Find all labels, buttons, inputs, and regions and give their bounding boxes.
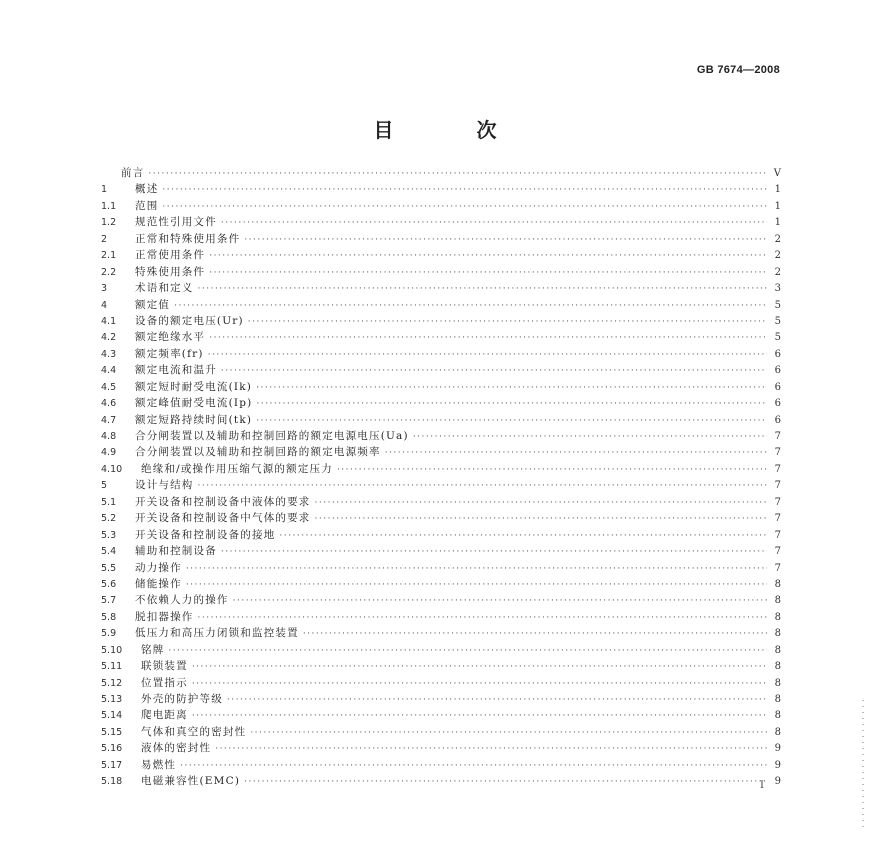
- dot-leader: [168, 643, 767, 659]
- toc-entry-title: 额定短时耐受电流(Ik): [135, 380, 253, 393]
- dot-leader: [209, 248, 767, 264]
- dot-leader: [192, 676, 767, 692]
- toc-entry-page: 6: [774, 348, 781, 360]
- toc-entry[interactable]: [101, 412, 781, 428]
- toc-entry[interactable]: [101, 773, 781, 789]
- toc-entry[interactable]: [101, 592, 781, 608]
- toc-entry[interactable]: [101, 428, 781, 444]
- toc-entry-number: 5.15: [101, 726, 123, 738]
- dot-leader: [208, 347, 767, 363]
- dot-leader: [180, 758, 767, 774]
- standard-code: GB 7674—2008: [696, 64, 780, 76]
- toc-entry[interactable]: [101, 642, 781, 658]
- toc-entry-title: 气体和真空的密封性: [141, 725, 247, 738]
- toc-entry-title: 位置指示: [141, 676, 188, 689]
- toc-entry[interactable]: [101, 395, 781, 411]
- dot-leader: [192, 659, 767, 675]
- toc-entry-page: 7: [774, 513, 781, 525]
- toc-entry[interactable]: [101, 329, 781, 345]
- toc-entry[interactable]: [101, 740, 781, 756]
- toc-entry-title: 额定绝缘水平: [135, 331, 206, 344]
- toc-entry-page: 1: [774, 217, 781, 229]
- toc-entry-page: 1: [774, 200, 781, 212]
- toc-entry-page: 6: [774, 381, 781, 393]
- toc-entry[interactable]: [101, 625, 781, 641]
- toc-entry-page: 2: [774, 266, 781, 278]
- toc-entry-number: 2.2: [101, 266, 117, 278]
- toc-entry-number: 4.10: [101, 463, 123, 475]
- toc-entry-number: 1.1: [101, 200, 117, 212]
- toc-entry-number: 5.18: [101, 776, 123, 788]
- toc-entry-title: 开关设备和控制设备中气体的要求: [135, 512, 311, 525]
- toc-entry-number: 5.2: [101, 513, 117, 525]
- toc-entry-number: 4.6: [101, 398, 117, 410]
- toc-entry[interactable]: [101, 280, 781, 296]
- toc-entry-title: 不依赖人力的操作: [135, 594, 229, 607]
- toc-entry-number: 1: [101, 184, 108, 196]
- toc-entry-title: 液体的密封性: [141, 742, 212, 755]
- toc-entry[interactable]: [101, 362, 781, 378]
- toc-entry-number: 4.8: [101, 431, 117, 442]
- toc-entry-page: 8: [774, 628, 781, 640]
- toc-entry-title: 易燃性: [141, 758, 177, 771]
- toc-entry-title: 合分闸装置以及辅助和控制回路的额定电源电压(Ua): [135, 430, 409, 442]
- toc-entry-page: 9: [774, 743, 781, 755]
- dot-leader: [227, 692, 767, 708]
- toc-entry-title: 绝缘和/或操作用压缩气源的额定压力: [141, 462, 333, 475]
- toc-entry-number: 4.2: [101, 332, 117, 344]
- toc-entry-page: V: [773, 168, 781, 179]
- dot-leader: [279, 528, 767, 544]
- toc-entry-page: 8: [774, 595, 781, 607]
- toc-entry[interactable]: [101, 707, 781, 723]
- toc-entry-page: 8: [774, 578, 781, 590]
- dot-leader: [244, 774, 767, 790]
- toc-entry-title: 正常使用条件: [135, 249, 206, 262]
- toc-entry-number: 2.1: [101, 250, 117, 262]
- toc-entry-title: 术语和定义: [135, 282, 194, 295]
- toc-entry-title: 动力操作: [135, 561, 182, 574]
- dot-leader: [256, 380, 767, 396]
- dot-leader: [186, 577, 767, 593]
- toc-entry-page: 1: [774, 184, 781, 196]
- toc-entry[interactable]: [101, 181, 781, 197]
- toc-entry[interactable]: [101, 313, 781, 329]
- toc-entry-number: 5.4: [101, 546, 117, 558]
- dot-leader: [256, 396, 767, 412]
- toc-entry-number: 4.7: [101, 414, 117, 426]
- toc-entry-title: 前言: [121, 167, 145, 179]
- toc-entry-number: 2: [101, 233, 108, 245]
- toc-entry-title: 正常和特殊使用条件: [135, 232, 241, 245]
- dot-leader: [248, 314, 767, 330]
- toc-entry[interactable]: [101, 198, 781, 214]
- toc-entry[interactable]: [101, 379, 781, 395]
- toc-entry-page: 3: [774, 283, 781, 295]
- toc-entry-page: 8: [774, 694, 781, 705]
- dot-leader: [221, 363, 767, 379]
- toc-entry[interactable]: [101, 214, 781, 230]
- toc-entry-number: 5: [101, 480, 108, 492]
- dot-leader: [162, 199, 767, 215]
- toc-entry[interactable]: [101, 247, 781, 263]
- toc-entry-number: 4.3: [101, 348, 117, 360]
- toc-entry-number: 4.5: [101, 381, 117, 393]
- toc-entry[interactable]: [101, 165, 781, 181]
- toc-entry-number: 5.11: [101, 661, 123, 673]
- toc-entry-title: 开关设备和控制设备的接地: [135, 528, 276, 541]
- toc-entry[interactable]: [101, 609, 781, 625]
- toc-entry-page: 5: [774, 332, 781, 344]
- toc-entry-page: 6: [774, 398, 781, 410]
- toc-entry-number: 5.3: [101, 529, 117, 541]
- dot-leader: [337, 462, 767, 478]
- toc-entry-number: 5.16: [101, 743, 123, 755]
- toc-entry-title: 铭牌: [141, 643, 165, 656]
- toc-entry-number: 4.4: [101, 365, 117, 377]
- toc-entry-page: 7: [774, 562, 781, 574]
- toc-entry[interactable]: [101, 527, 781, 543]
- toc-entry-title: 外壳的防护等级: [141, 693, 223, 705]
- dot-leader: [174, 298, 767, 314]
- toc-entry-number: 5.9: [101, 628, 117, 640]
- toc-entry[interactable]: [101, 691, 781, 707]
- dot-leader: [221, 215, 767, 231]
- toc-entry-number: 5.17: [101, 759, 123, 771]
- table-of-contents: [101, 165, 781, 790]
- toc-entry-title: 额定值: [135, 298, 171, 311]
- toc-entry-title: 脱扣器操作: [135, 610, 194, 623]
- toc-entry[interactable]: [101, 576, 781, 592]
- toc-entry-number: 5.10: [101, 644, 123, 656]
- toc-entry[interactable]: [101, 477, 781, 493]
- toc-entry-number: 4: [101, 299, 108, 311]
- dot-leader: [198, 610, 768, 626]
- toc-entry-number: 5.14: [101, 710, 123, 722]
- toc-entry-number: 5.5: [101, 562, 117, 574]
- dot-leader: [303, 626, 767, 642]
- toc-entry-number: 5.8: [101, 611, 117, 623]
- toc-entry[interactable]: [101, 444, 781, 460]
- toc-entry-title: 低压力和高压力闭锁和监控装置: [135, 627, 299, 640]
- toc-entry-title: 范围: [135, 199, 159, 212]
- dot-leader: [256, 413, 767, 429]
- dot-leader: [250, 725, 767, 741]
- dot-leader: [385, 445, 767, 461]
- toc-entry-number: 5.6: [101, 578, 117, 590]
- toc-entry-page: 9: [774, 759, 781, 771]
- toc-entry-title: 爬电距离: [141, 709, 188, 722]
- dot-leader: [198, 281, 768, 297]
- toc-entry-page: 6: [774, 365, 781, 377]
- toc-entry[interactable]: [101, 658, 781, 674]
- toc-entry-title: 电磁兼容性(EMC): [141, 775, 241, 788]
- toc-entry-number: 5.7: [101, 595, 117, 607]
- toc-entry-number: 4.9: [101, 447, 117, 459]
- toc-entry-page: 9: [774, 776, 781, 788]
- toc-entry-page: 8: [774, 677, 781, 689]
- dot-leader: [233, 593, 767, 609]
- toc-entry-title: 设备的额定电压(Ur): [135, 314, 244, 327]
- toc-entry[interactable]: [101, 724, 781, 740]
- dot-leader: [215, 741, 767, 757]
- dot-leader: [198, 478, 768, 494]
- toc-entry-page: 6: [774, 414, 781, 426]
- toc-entry-number: 4.1: [101, 315, 117, 327]
- toc-entry-title: 储能操作: [135, 577, 182, 590]
- toc-entry-title: 联锁装置: [141, 660, 188, 673]
- scan-edge-mark: [862, 700, 864, 830]
- toc-entry-title: 规范性引用文件: [135, 216, 217, 229]
- toc-entry-page: 7: [774, 529, 781, 541]
- toc-entry-title: 额定频率(fr): [135, 347, 204, 360]
- toc-entry[interactable]: [101, 231, 781, 247]
- toc-entry-page: 7: [774, 463, 781, 475]
- toc-entry-title: 辅助和控制设备: [135, 545, 217, 558]
- dot-leader: [209, 330, 767, 346]
- toc-entry-page: 2: [774, 233, 781, 245]
- dot-leader: [162, 182, 767, 198]
- toc-entry-number: 1.2: [101, 217, 117, 229]
- toc-entry-title: 设计与结构: [135, 479, 194, 492]
- dot-leader: [221, 544, 767, 560]
- toc-entry-number: 5.12: [101, 677, 123, 689]
- toc-entry-number: 5.1: [101, 496, 117, 508]
- dot-leader: [413, 429, 767, 445]
- toc-entry[interactable]: [101, 757, 781, 773]
- toc-entry-title: 概述: [135, 183, 159, 196]
- toc-entry-title: 额定短路持续时间(tk): [135, 413, 253, 426]
- dot-leader: [148, 166, 767, 182]
- toc-entry-title: 额定电流和温升: [135, 364, 217, 377]
- page-folio: I: [760, 780, 764, 791]
- toc-entry[interactable]: [101, 264, 781, 280]
- toc-entry-page: 8: [774, 644, 781, 656]
- toc-entry-number: 5.13: [101, 694, 123, 705]
- toc-entry[interactable]: [101, 297, 781, 313]
- toc-entry-page: 8: [774, 661, 781, 673]
- toc-entry-page: 5: [774, 299, 781, 311]
- toc-entry[interactable]: [101, 346, 781, 362]
- toc-entry-page: 2: [774, 250, 781, 262]
- toc-entry[interactable]: [101, 543, 781, 559]
- toc-entry[interactable]: [101, 510, 781, 526]
- toc-entry[interactable]: [101, 560, 781, 576]
- toc-entry-page: 5: [774, 315, 781, 327]
- toc-entry-title: 额定峰值耐受电流(Ip): [135, 397, 253, 410]
- toc-entry[interactable]: [101, 675, 781, 691]
- toc-entry-page: 7: [774, 431, 781, 442]
- toc-entry-page: 7: [774, 480, 781, 492]
- dot-leader: [192, 708, 767, 724]
- dot-leader: [209, 265, 767, 281]
- toc-entry[interactable]: [101, 494, 781, 510]
- toc-entry-page: 8: [774, 726, 781, 738]
- toc-entry-page: 8: [774, 611, 781, 623]
- toc-entry-title: 特殊使用条件: [135, 265, 206, 278]
- toc-entry[interactable]: [101, 461, 781, 477]
- toc-entry-page: 7: [774, 496, 781, 508]
- dot-leader: [315, 511, 768, 527]
- dot-leader: [186, 561, 767, 577]
- toc-entry-page: 7: [774, 447, 781, 459]
- toc-entry-page: 7: [774, 546, 781, 558]
- page-title: 目 次: [373, 118, 535, 142]
- dot-leader: [244, 232, 767, 248]
- toc-entry-page: 8: [774, 710, 781, 722]
- dot-leader: [315, 495, 768, 511]
- toc-entry-title: 合分闸装置以及辅助和控制回路的额定电源频率: [135, 446, 381, 459]
- toc-entry-number: 3: [101, 283, 108, 295]
- toc-entry-title: 开关设备和控制设备中液体的要求: [135, 495, 311, 508]
